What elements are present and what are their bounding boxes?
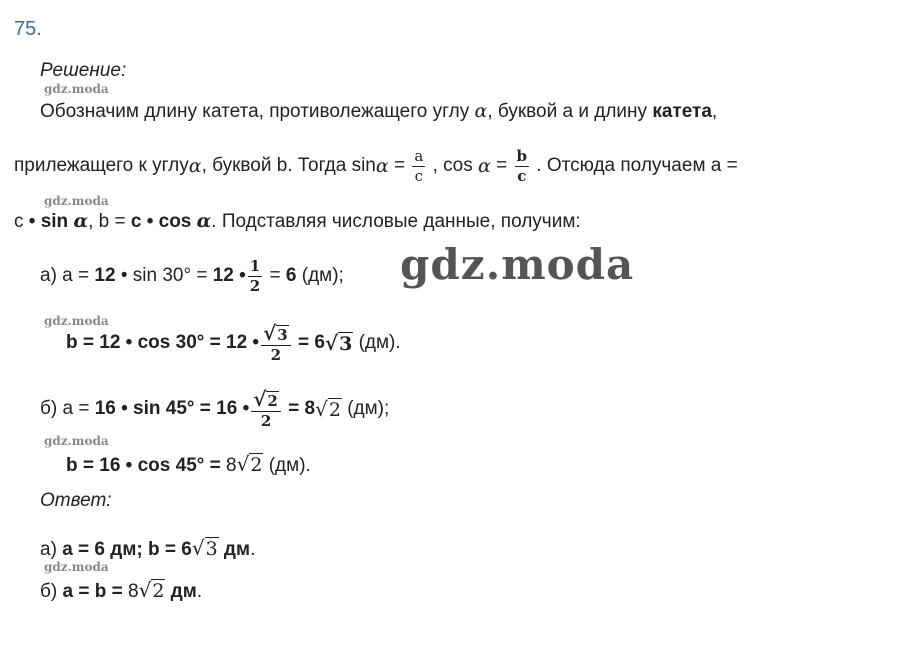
solution-line-a2: б) a = 16 • sin 45° = 16 • $\frac{√2}{2}$ = 8 √2 (дм); xyxy=(40,387,390,430)
fraction-sqrt2-over-2: $\frac{√2}{2}$ xyxy=(251,389,281,429)
solution-line-3: c • sin α, b = c • cos α. Подставляя числовые данные, получим: xyxy=(14,210,581,232)
watermark-small: gdz.moda xyxy=(44,434,109,448)
sqrt-icon: √ xyxy=(263,321,277,345)
fraction-b-over-c: $\frac{b}{c}$ xyxy=(516,146,528,185)
watermark-small: gdz.moda xyxy=(44,314,109,328)
problem-number: 75. xyxy=(14,18,42,40)
sqrt-icon: √ xyxy=(191,536,205,560)
sqrt-icon: √ xyxy=(315,397,328,421)
sqrt-icon: √ xyxy=(253,387,267,411)
watermark-large: gdz.moda xyxy=(400,240,635,289)
solution-heading: Решение: xyxy=(40,60,127,81)
watermark-small: gdz.moda xyxy=(44,194,109,208)
answer-line-1: а) a = 6 дм; b = 6√3 дм. xyxy=(40,536,256,560)
answer-heading: Ответ: xyxy=(40,490,112,511)
fraction-sqrt3-over-2: $\frac{√3}{2}$ xyxy=(261,323,291,363)
solution-line-2: прилежащего к углу α , буквой b. Тогда sin α = $\frac{a}{c}$ , cos α = $\frac{b}{c}$ . Отсюда получаем a = xyxy=(14,146,738,185)
sqrt-icon: √ xyxy=(236,452,250,476)
solution-line-a1: а) a = 12 • sin 30° = 12 • $\frac{1}{2}$ = 6 (дм); xyxy=(40,256,344,295)
solution-line-1: Обозначим длину катета, противолежащего углу α, буквой a и длину катета, xyxy=(40,100,718,122)
solution-line-b2: b = 16 • cos 45° = 8√2 (дм). xyxy=(66,452,311,476)
answer-line-2: б) a = b = 8√2 дм. xyxy=(40,578,203,602)
watermark-small: gdz.moda xyxy=(44,560,109,574)
watermark-small: gdz.moda xyxy=(44,82,109,96)
fraction-a-over-c: $\frac{a}{c}$ xyxy=(414,146,424,185)
fraction-one-half: $\frac{1}{2}$ xyxy=(249,256,261,295)
alpha-symbol: α xyxy=(474,100,488,122)
sqrt-icon: √ xyxy=(138,578,152,602)
sqrt-icon: √ xyxy=(324,331,339,355)
solution-line-b1: b = 12 • cos 30° = 12 • $\frac{√3}{2}$ = 6 √3 (дм). xyxy=(66,321,401,364)
